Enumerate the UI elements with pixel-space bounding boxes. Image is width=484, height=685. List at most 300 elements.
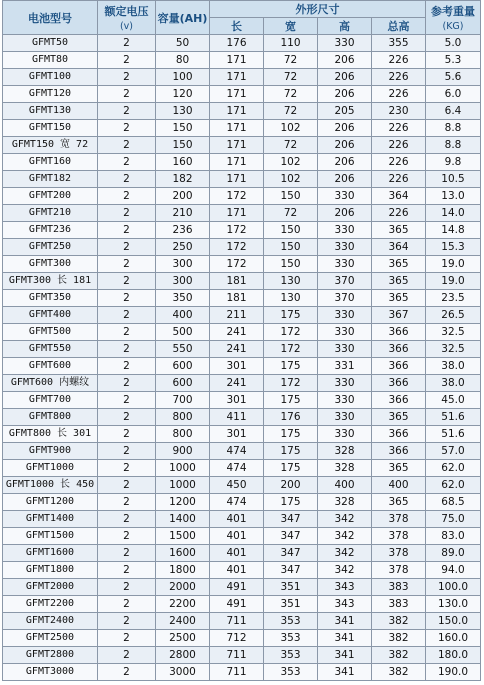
cell-voltage: 2 bbox=[98, 324, 156, 341]
cell-length: 172 bbox=[210, 239, 264, 256]
cell-voltage: 2 bbox=[98, 222, 156, 239]
header-total-height: 总高 bbox=[372, 18, 426, 35]
cell-weight: 160.0 bbox=[426, 630, 481, 647]
cell-voltage: 2 bbox=[98, 596, 156, 613]
cell-height: 400 bbox=[318, 477, 372, 494]
cell-capacity: 800 bbox=[156, 409, 210, 426]
table-row bbox=[3, 290, 481, 307]
cell-voltage: 2 bbox=[98, 494, 156, 511]
cell-width: 72 bbox=[264, 205, 318, 222]
cell-capacity: 120 bbox=[156, 86, 210, 103]
cell-length: 171 bbox=[210, 69, 264, 86]
cell-width: 102 bbox=[264, 120, 318, 137]
cell-length: 712 bbox=[210, 630, 264, 647]
cell-capacity: 1800 bbox=[156, 562, 210, 579]
cell-model: GFMT80 bbox=[3, 52, 98, 69]
cell-width: 351 bbox=[264, 579, 318, 596]
cell-model: GFMT1400 bbox=[3, 511, 98, 528]
battery-spec-table bbox=[2, 0, 481, 681]
cell-weight: 8.8 bbox=[426, 137, 481, 154]
table-row bbox=[3, 52, 481, 69]
cell-length: 241 bbox=[210, 324, 264, 341]
cell-length: 171 bbox=[210, 103, 264, 120]
cell-voltage: 2 bbox=[98, 562, 156, 579]
cell-length: 176 bbox=[210, 35, 264, 52]
cell-total-height: 226 bbox=[372, 137, 426, 154]
cell-model: GFMT130 bbox=[3, 103, 98, 120]
cell-height: 206 bbox=[318, 171, 372, 188]
cell-length: 241 bbox=[210, 341, 264, 358]
cell-total-height: 365 bbox=[372, 222, 426, 239]
cell-capacity: 700 bbox=[156, 392, 210, 409]
cell-weight: 38.0 bbox=[426, 375, 481, 392]
cell-length: 172 bbox=[210, 222, 264, 239]
header-length: 长 bbox=[210, 18, 264, 35]
cell-height: 330 bbox=[318, 222, 372, 239]
header-weight: 参考重量 (KG) bbox=[426, 1, 481, 35]
cell-capacity: 2200 bbox=[156, 596, 210, 613]
table-row bbox=[3, 35, 481, 52]
cell-capacity: 800 bbox=[156, 426, 210, 443]
cell-weight: 32.5 bbox=[426, 324, 481, 341]
cell-width: 150 bbox=[264, 256, 318, 273]
cell-weight: 150.0 bbox=[426, 613, 481, 630]
cell-voltage: 2 bbox=[98, 239, 156, 256]
cell-capacity: 300 bbox=[156, 273, 210, 290]
table-row bbox=[3, 443, 481, 460]
cell-weight: 5.3 bbox=[426, 52, 481, 69]
cell-model: GFMT150 宽 72 bbox=[3, 137, 98, 154]
cell-voltage: 2 bbox=[98, 528, 156, 545]
cell-weight: 89.0 bbox=[426, 545, 481, 562]
cell-capacity: 2000 bbox=[156, 579, 210, 596]
cell-weight: 15.3 bbox=[426, 239, 481, 256]
table-row bbox=[3, 562, 481, 579]
cell-capacity: 1000 bbox=[156, 477, 210, 494]
cell-total-height: 378 bbox=[372, 511, 426, 528]
cell-model: GFMT2500 bbox=[3, 630, 98, 647]
cell-capacity: 550 bbox=[156, 341, 210, 358]
cell-length: 711 bbox=[210, 664, 264, 681]
cell-width: 353 bbox=[264, 613, 318, 630]
cell-height: 206 bbox=[318, 86, 372, 103]
cell-capacity: 200 bbox=[156, 188, 210, 205]
table-row bbox=[3, 137, 481, 154]
cell-total-height: 366 bbox=[372, 392, 426, 409]
cell-voltage: 2 bbox=[98, 358, 156, 375]
cell-width: 150 bbox=[264, 222, 318, 239]
cell-weight: 26.5 bbox=[426, 307, 481, 324]
cell-model: GFMT160 bbox=[3, 154, 98, 171]
header-dimensions: 外形尺寸 bbox=[210, 1, 426, 18]
cell-voltage: 2 bbox=[98, 460, 156, 477]
cell-total-height: 365 bbox=[372, 256, 426, 273]
cell-length: 474 bbox=[210, 460, 264, 477]
table-row bbox=[3, 375, 481, 392]
cell-total-height: 382 bbox=[372, 630, 426, 647]
table-body bbox=[3, 35, 481, 681]
cell-width: 353 bbox=[264, 664, 318, 681]
cell-height: 342 bbox=[318, 545, 372, 562]
cell-weight: 23.5 bbox=[426, 290, 481, 307]
cell-width: 72 bbox=[264, 137, 318, 154]
cell-weight: 57.0 bbox=[426, 443, 481, 460]
cell-model: GFMT182 bbox=[3, 171, 98, 188]
cell-weight: 13.0 bbox=[426, 188, 481, 205]
cell-height: 341 bbox=[318, 630, 372, 647]
cell-length: 172 bbox=[210, 188, 264, 205]
cell-model: GFMT120 bbox=[3, 86, 98, 103]
cell-capacity: 160 bbox=[156, 154, 210, 171]
cell-model: GFMT300 长 181 bbox=[3, 273, 98, 290]
cell-length: 474 bbox=[210, 443, 264, 460]
cell-height: 206 bbox=[318, 52, 372, 69]
cell-length: 171 bbox=[210, 137, 264, 154]
cell-width: 72 bbox=[264, 103, 318, 120]
cell-total-height: 230 bbox=[372, 103, 426, 120]
cell-capacity: 130 bbox=[156, 103, 210, 120]
cell-width: 347 bbox=[264, 545, 318, 562]
table-row bbox=[3, 239, 481, 256]
table-row bbox=[3, 154, 481, 171]
cell-height: 343 bbox=[318, 596, 372, 613]
cell-model: GFMT500 bbox=[3, 324, 98, 341]
cell-height: 330 bbox=[318, 324, 372, 341]
cell-voltage: 2 bbox=[98, 86, 156, 103]
cell-model: GFMT150 bbox=[3, 120, 98, 137]
cell-length: 211 bbox=[210, 307, 264, 324]
cell-width: 175 bbox=[264, 460, 318, 477]
header-capacity: 容量(AH) bbox=[156, 1, 210, 35]
header-voltage: 额定电压 (v) bbox=[98, 1, 156, 35]
cell-width: 150 bbox=[264, 188, 318, 205]
cell-voltage: 2 bbox=[98, 120, 156, 137]
cell-model: GFMT800 bbox=[3, 409, 98, 426]
cell-model: GFMT2400 bbox=[3, 613, 98, 630]
cell-height: 206 bbox=[318, 205, 372, 222]
cell-total-height: 383 bbox=[372, 596, 426, 613]
cell-model: GFMT1500 bbox=[3, 528, 98, 545]
cell-total-height: 367 bbox=[372, 307, 426, 324]
cell-total-height: 365 bbox=[372, 290, 426, 307]
cell-total-height: 382 bbox=[372, 664, 426, 681]
cell-height: 341 bbox=[318, 664, 372, 681]
cell-length: 401 bbox=[210, 528, 264, 545]
cell-height: 341 bbox=[318, 647, 372, 664]
cell-model: GFMT50 bbox=[3, 35, 98, 52]
cell-height: 330 bbox=[318, 307, 372, 324]
cell-width: 102 bbox=[264, 154, 318, 171]
cell-height: 341 bbox=[318, 613, 372, 630]
cell-capacity: 150 bbox=[156, 137, 210, 154]
cell-weight: 14.0 bbox=[426, 205, 481, 222]
cell-model: GFMT2200 bbox=[3, 596, 98, 613]
cell-width: 175 bbox=[264, 426, 318, 443]
cell-length: 401 bbox=[210, 545, 264, 562]
cell-capacity: 600 bbox=[156, 358, 210, 375]
table-row bbox=[3, 256, 481, 273]
cell-height: 342 bbox=[318, 528, 372, 545]
cell-width: 351 bbox=[264, 596, 318, 613]
cell-width: 72 bbox=[264, 52, 318, 69]
table-row bbox=[3, 409, 481, 426]
cell-height: 206 bbox=[318, 120, 372, 137]
cell-weight: 19.0 bbox=[426, 256, 481, 273]
cell-voltage: 2 bbox=[98, 307, 156, 324]
table-row bbox=[3, 222, 481, 239]
cell-height: 330 bbox=[318, 426, 372, 443]
cell-model: GFMT1800 bbox=[3, 562, 98, 579]
cell-weight: 5.6 bbox=[426, 69, 481, 86]
cell-total-height: 383 bbox=[372, 579, 426, 596]
cell-weight: 19.0 bbox=[426, 273, 481, 290]
cell-voltage: 2 bbox=[98, 477, 156, 494]
cell-length: 491 bbox=[210, 579, 264, 596]
table-row bbox=[3, 596, 481, 613]
table-row bbox=[3, 205, 481, 222]
cell-voltage: 2 bbox=[98, 69, 156, 86]
cell-total-height: 378 bbox=[372, 545, 426, 562]
cell-voltage: 2 bbox=[98, 341, 156, 358]
cell-model: GFMT236 bbox=[3, 222, 98, 239]
cell-total-height: 378 bbox=[372, 528, 426, 545]
cell-model: GFMT550 bbox=[3, 341, 98, 358]
cell-weight: 10.5 bbox=[426, 171, 481, 188]
header-weight-unit: (KG) bbox=[442, 21, 464, 32]
cell-voltage: 2 bbox=[98, 409, 156, 426]
cell-total-height: 366 bbox=[372, 324, 426, 341]
cell-capacity: 300 bbox=[156, 256, 210, 273]
table-row bbox=[3, 579, 481, 596]
cell-capacity: 80 bbox=[156, 52, 210, 69]
cell-voltage: 2 bbox=[98, 52, 156, 69]
table-row bbox=[3, 545, 481, 562]
cell-width: 347 bbox=[264, 528, 318, 545]
cell-model: GFMT200 bbox=[3, 188, 98, 205]
cell-width: 175 bbox=[264, 307, 318, 324]
cell-capacity: 182 bbox=[156, 171, 210, 188]
table-row bbox=[3, 460, 481, 477]
cell-weight: 62.0 bbox=[426, 477, 481, 494]
cell-length: 171 bbox=[210, 120, 264, 137]
cell-total-height: 226 bbox=[372, 154, 426, 171]
cell-weight: 14.8 bbox=[426, 222, 481, 239]
cell-width: 175 bbox=[264, 358, 318, 375]
cell-total-height: 382 bbox=[372, 647, 426, 664]
cell-weight: 6.0 bbox=[426, 86, 481, 103]
cell-width: 172 bbox=[264, 324, 318, 341]
cell-total-height: 365 bbox=[372, 460, 426, 477]
cell-length: 401 bbox=[210, 511, 264, 528]
table-row bbox=[3, 647, 481, 664]
cell-height: 330 bbox=[318, 375, 372, 392]
cell-capacity: 350 bbox=[156, 290, 210, 307]
cell-model: GFMT1000 bbox=[3, 460, 98, 477]
cell-capacity: 500 bbox=[156, 324, 210, 341]
cell-capacity: 600 bbox=[156, 375, 210, 392]
cell-model: GFMT800 长 301 bbox=[3, 426, 98, 443]
cell-voltage: 2 bbox=[98, 545, 156, 562]
cell-capacity: 250 bbox=[156, 239, 210, 256]
cell-length: 301 bbox=[210, 426, 264, 443]
cell-voltage: 2 bbox=[98, 630, 156, 647]
cell-height: 330 bbox=[318, 35, 372, 52]
cell-capacity: 210 bbox=[156, 205, 210, 222]
cell-total-height: 226 bbox=[372, 52, 426, 69]
table-row bbox=[3, 86, 481, 103]
table-row bbox=[3, 273, 481, 290]
cell-weight: 100.0 bbox=[426, 579, 481, 596]
table-row bbox=[3, 188, 481, 205]
cell-model: GFMT300 bbox=[3, 256, 98, 273]
cell-total-height: 366 bbox=[372, 426, 426, 443]
cell-length: 301 bbox=[210, 392, 264, 409]
cell-capacity: 2800 bbox=[156, 647, 210, 664]
cell-capacity: 100 bbox=[156, 69, 210, 86]
cell-capacity: 1400 bbox=[156, 511, 210, 528]
cell-total-height: 226 bbox=[372, 69, 426, 86]
cell-weight: 83.0 bbox=[426, 528, 481, 545]
cell-weight: 62.0 bbox=[426, 460, 481, 477]
cell-length: 171 bbox=[210, 86, 264, 103]
cell-total-height: 365 bbox=[372, 409, 426, 426]
cell-height: 206 bbox=[318, 137, 372, 154]
header-height: 高 bbox=[318, 18, 372, 35]
cell-width: 347 bbox=[264, 562, 318, 579]
table-row bbox=[3, 171, 481, 188]
cell-length: 301 bbox=[210, 358, 264, 375]
cell-length: 241 bbox=[210, 375, 264, 392]
cell-height: 330 bbox=[318, 409, 372, 426]
cell-weight: 94.0 bbox=[426, 562, 481, 579]
cell-width: 102 bbox=[264, 171, 318, 188]
cell-total-height: 366 bbox=[372, 375, 426, 392]
cell-height: 342 bbox=[318, 511, 372, 528]
table-row bbox=[3, 477, 481, 494]
cell-weight: 5.0 bbox=[426, 35, 481, 52]
cell-model: GFMT900 bbox=[3, 443, 98, 460]
table-row bbox=[3, 664, 481, 681]
cell-width: 175 bbox=[264, 494, 318, 511]
cell-length: 171 bbox=[210, 205, 264, 222]
cell-height: 370 bbox=[318, 290, 372, 307]
cell-weight: 6.4 bbox=[426, 103, 481, 120]
cell-length: 450 bbox=[210, 477, 264, 494]
cell-total-height: 226 bbox=[372, 171, 426, 188]
cell-width: 130 bbox=[264, 273, 318, 290]
cell-length: 171 bbox=[210, 154, 264, 171]
cell-height: 328 bbox=[318, 443, 372, 460]
cell-weight: 32.5 bbox=[426, 341, 481, 358]
cell-width: 110 bbox=[264, 35, 318, 52]
header-model: 电池型号 bbox=[3, 1, 98, 35]
cell-length: 172 bbox=[210, 256, 264, 273]
cell-width: 172 bbox=[264, 341, 318, 358]
cell-height: 330 bbox=[318, 239, 372, 256]
cell-total-height: 400 bbox=[372, 477, 426, 494]
cell-capacity: 236 bbox=[156, 222, 210, 239]
cell-voltage: 2 bbox=[98, 647, 156, 664]
cell-height: 330 bbox=[318, 392, 372, 409]
cell-capacity: 2400 bbox=[156, 613, 210, 630]
cell-weight: 130.0 bbox=[426, 596, 481, 613]
cell-voltage: 2 bbox=[98, 35, 156, 52]
cell-width: 72 bbox=[264, 69, 318, 86]
cell-weight: 190.0 bbox=[426, 664, 481, 681]
cell-voltage: 2 bbox=[98, 613, 156, 630]
cell-capacity: 1600 bbox=[156, 545, 210, 562]
cell-width: 176 bbox=[264, 409, 318, 426]
cell-voltage: 2 bbox=[98, 171, 156, 188]
cell-height: 205 bbox=[318, 103, 372, 120]
cell-voltage: 2 bbox=[98, 443, 156, 460]
table-row bbox=[3, 103, 481, 120]
cell-width: 175 bbox=[264, 392, 318, 409]
cell-model: GFMT1200 bbox=[3, 494, 98, 511]
cell-length: 401 bbox=[210, 562, 264, 579]
cell-height: 343 bbox=[318, 579, 372, 596]
table-row bbox=[3, 426, 481, 443]
cell-width: 353 bbox=[264, 630, 318, 647]
cell-width: 150 bbox=[264, 239, 318, 256]
cell-voltage: 2 bbox=[98, 137, 156, 154]
table-row bbox=[3, 494, 481, 511]
cell-voltage: 2 bbox=[98, 375, 156, 392]
cell-width: 347 bbox=[264, 511, 318, 528]
cell-model: GFMT2000 bbox=[3, 579, 98, 596]
cell-height: 206 bbox=[318, 69, 372, 86]
table-row bbox=[3, 307, 481, 324]
cell-capacity: 150 bbox=[156, 120, 210, 137]
table-row bbox=[3, 630, 481, 647]
cell-length: 474 bbox=[210, 494, 264, 511]
cell-voltage: 2 bbox=[98, 256, 156, 273]
cell-height: 330 bbox=[318, 188, 372, 205]
cell-total-height: 378 bbox=[372, 562, 426, 579]
cell-voltage: 2 bbox=[98, 579, 156, 596]
cell-width: 130 bbox=[264, 290, 318, 307]
cell-width: 353 bbox=[264, 647, 318, 664]
cell-model: GFMT700 bbox=[3, 392, 98, 409]
cell-model: GFMT3000 bbox=[3, 664, 98, 681]
table-row bbox=[3, 511, 481, 528]
table-row bbox=[3, 341, 481, 358]
cell-capacity: 400 bbox=[156, 307, 210, 324]
cell-model: GFMT400 bbox=[3, 307, 98, 324]
cell-capacity: 1000 bbox=[156, 460, 210, 477]
cell-model: GFMT600 bbox=[3, 358, 98, 375]
cell-model: GFMT250 bbox=[3, 239, 98, 256]
cell-width: 72 bbox=[264, 86, 318, 103]
table-row bbox=[3, 324, 481, 341]
header-width: 宽 bbox=[264, 18, 318, 35]
table-row bbox=[3, 528, 481, 545]
cell-length: 171 bbox=[210, 171, 264, 188]
cell-height: 370 bbox=[318, 273, 372, 290]
cell-weight: 38.0 bbox=[426, 358, 481, 375]
cell-total-height: 366 bbox=[372, 443, 426, 460]
cell-weight: 45.0 bbox=[426, 392, 481, 409]
table-row bbox=[3, 120, 481, 137]
cell-total-height: 365 bbox=[372, 273, 426, 290]
cell-total-height: 226 bbox=[372, 120, 426, 137]
cell-capacity: 1500 bbox=[156, 528, 210, 545]
cell-capacity: 50 bbox=[156, 35, 210, 52]
cell-voltage: 2 bbox=[98, 205, 156, 222]
cell-voltage: 2 bbox=[98, 664, 156, 681]
cell-model: GFMT350 bbox=[3, 290, 98, 307]
cell-weight: 51.6 bbox=[426, 426, 481, 443]
